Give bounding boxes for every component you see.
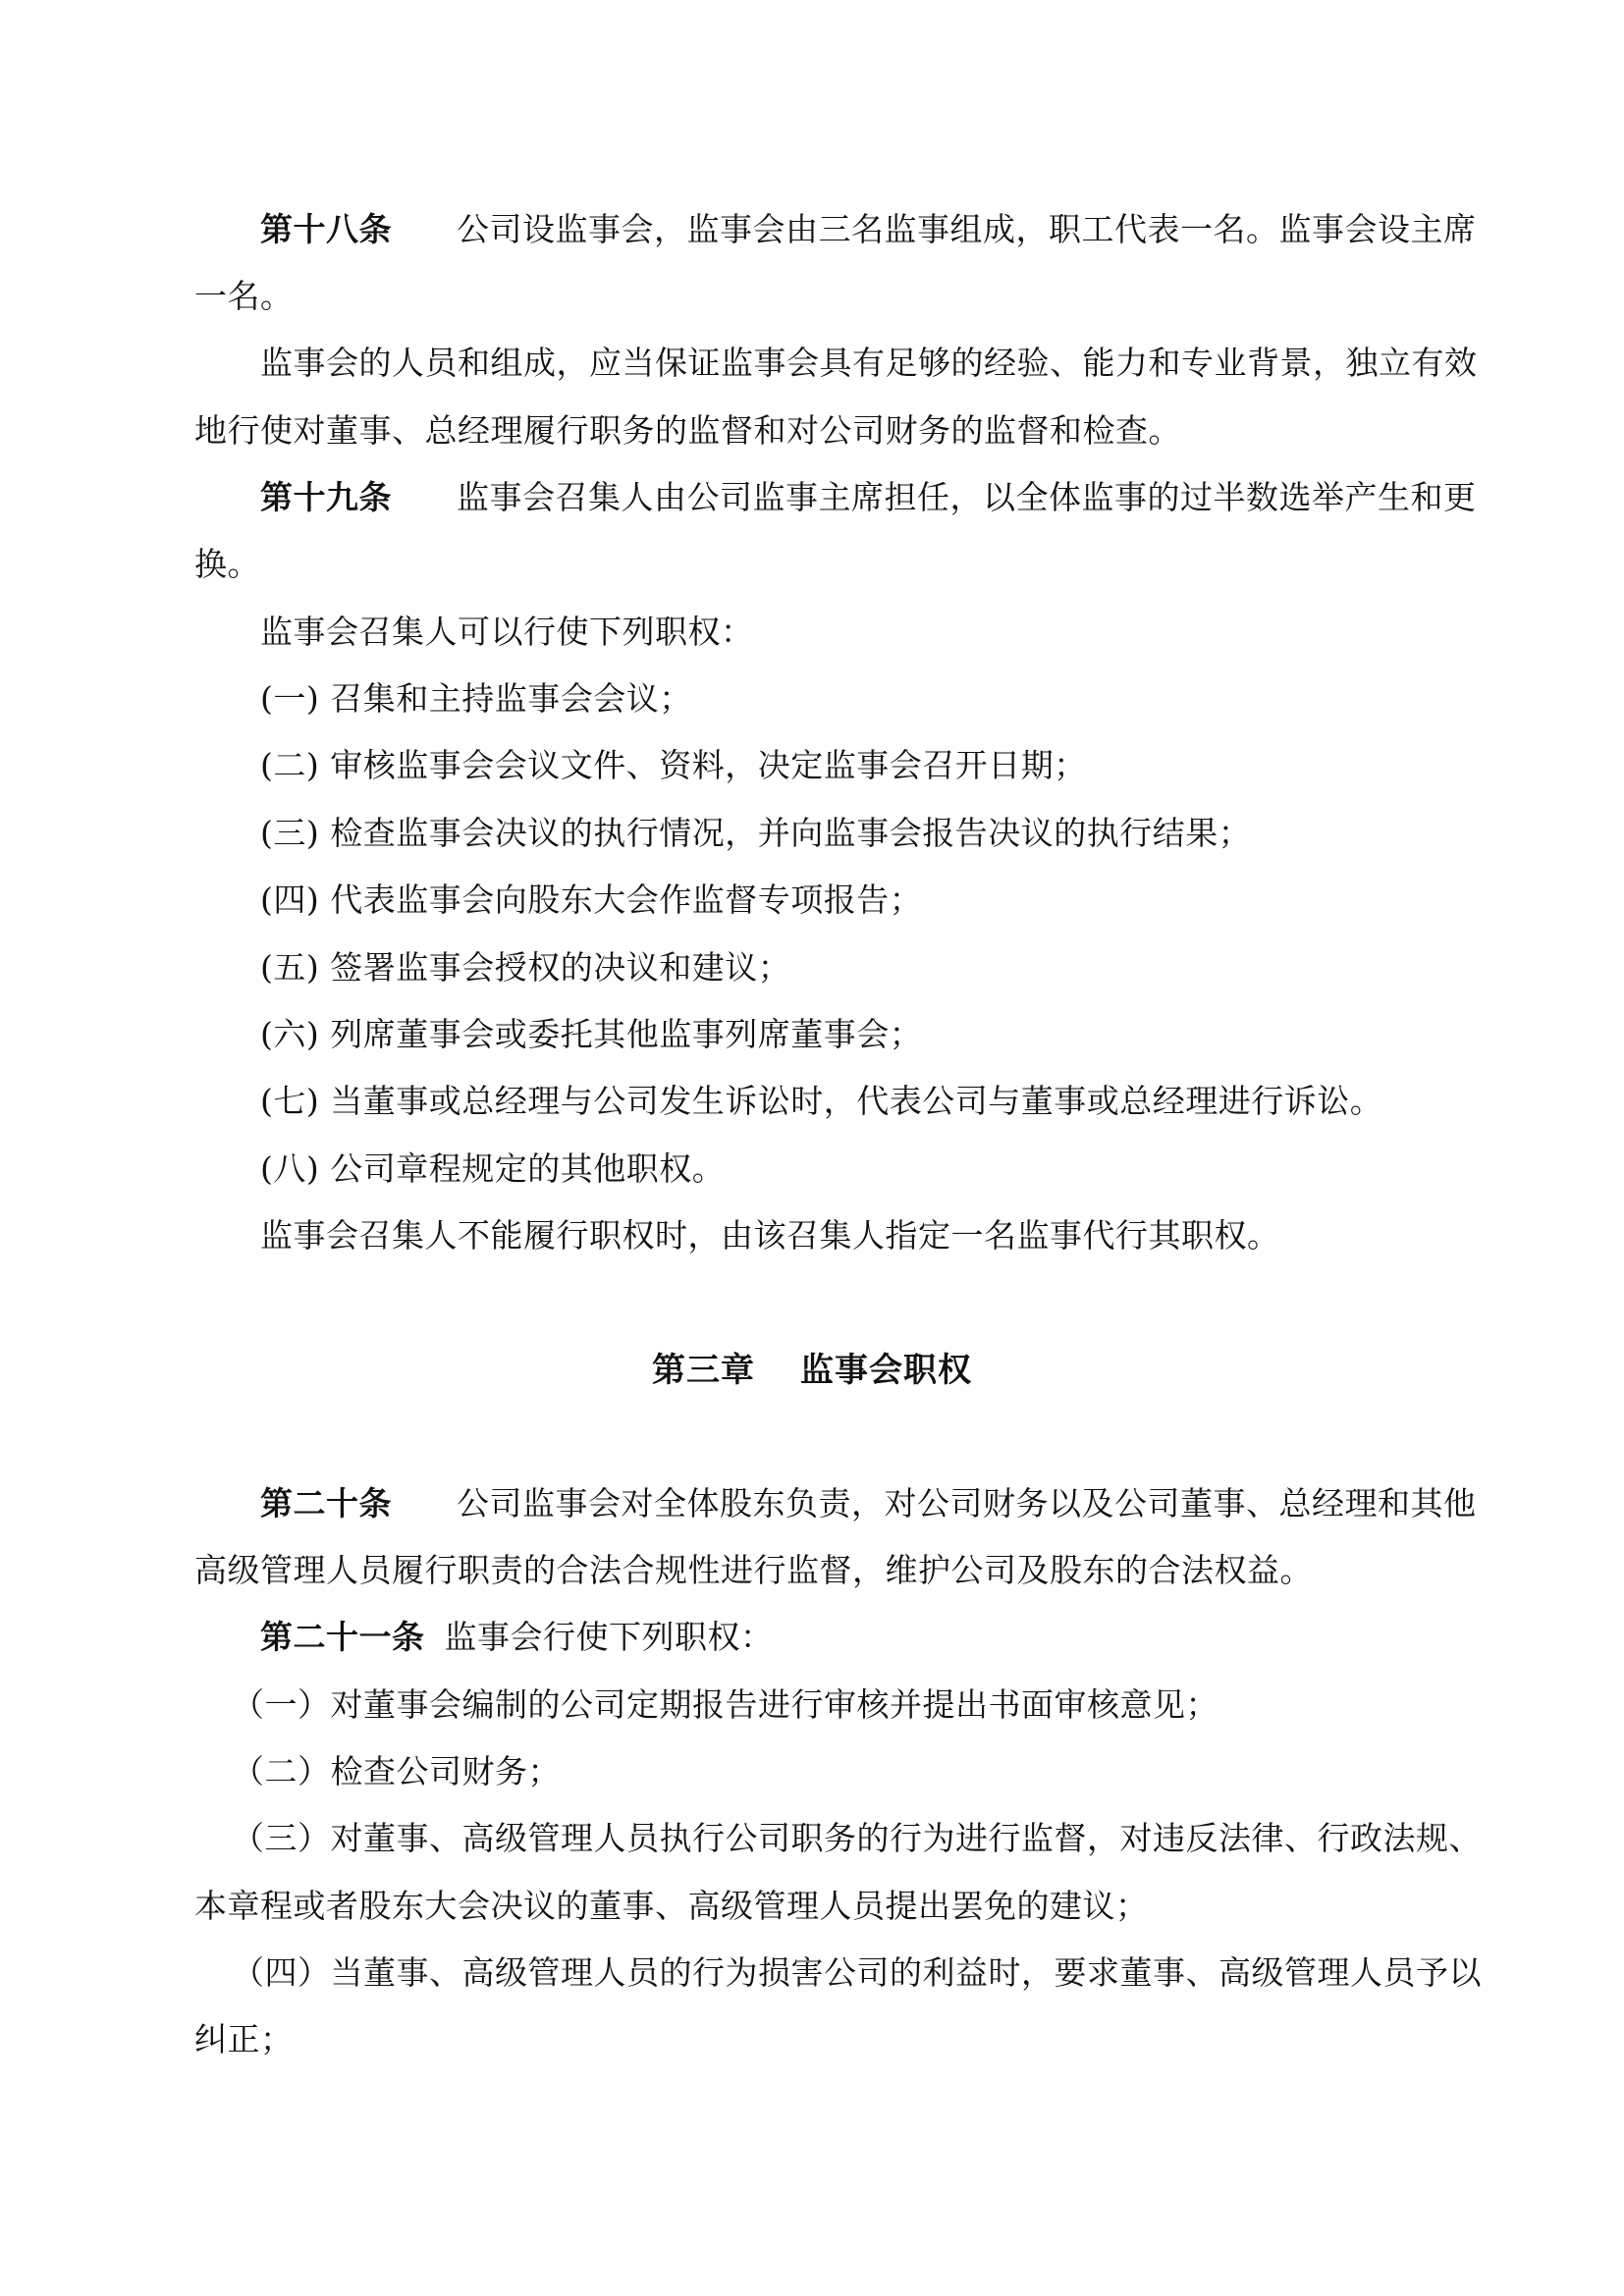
- article-21-line-1: [260, 1618, 774, 1657]
- article-20-line-1: [260, 1484, 1477, 1523]
- article-21-item-1: （一）对董事会编制的公司定期报告进行审核并提出书面审核意见；: [232, 1685, 1218, 1724]
- article-19-item-6: (六) 列席董事会或委托其他监事列席董事会；: [260, 1015, 923, 1053]
- article-20-line-2: 高级管理人员履行职责的合法合规性进行监督，维护公司及股东的合法权益。: [194, 1551, 1313, 1589]
- article-19-item-3: (三) 检查监事会决议的执行情况，并向监事会报告决议的执行结果；: [260, 814, 1252, 852]
- article-19-item-1: (一) 召集和主持监事会会议；: [260, 679, 692, 718]
- article-19-intro: 监事会召集人可以行使下列职权：: [260, 613, 754, 651]
- article-20-label: 第二十条: [260, 1484, 392, 1522]
- article-19-label: 第十九条: [260, 478, 392, 516]
- article-18-para-2-line-2: 地行使对董事、总经理履行职务的监督和对公司财务的监督和检查。: [194, 411, 1181, 450]
- article-19-item-5: (五) 签署监事会授权的决议和建议；: [260, 948, 791, 987]
- article-19-item-8: (八) 公司章程规定的其他职权。: [260, 1149, 726, 1188]
- article-21-intro: 监事会行使下列职权：: [444, 1618, 774, 1656]
- article-18-label: 第十八条: [260, 210, 392, 248]
- article-19-line-1: [260, 478, 1477, 517]
- article-19-line-2: 换。: [194, 545, 260, 583]
- chapter-number: 第三章: [652, 1351, 755, 1390]
- article-19-item-4: (四) 代表监事会向股东大会作监督专项报告；: [260, 881, 923, 919]
- article-19-closing: 监事会召集人不能履行职权时，由该召集人指定一名监事代行其职权。: [260, 1216, 1280, 1255]
- chapter-heading: [0, 1350, 1624, 1391]
- article-21-item-4-line-2: 纠正；: [194, 2020, 294, 2058]
- article-18-text-1: 公司设监事会，监事会由三名监事组成，职工代表一名。监事会设主席: [457, 210, 1477, 248]
- article-21-item-3-line-1: （三）对董事、高级管理人员执行公司职务的行为进行监督，对违反法律、行政法规、: [232, 1819, 1482, 1857]
- article-18-para-2-line-1: 监事会的人员和组成，应当保证监事会具有足够的经验、能力和专业背景，独立有效: [260, 344, 1478, 382]
- chapter-title: 监事会职权: [800, 1351, 972, 1390]
- article-19-item-2: (二) 审核监事会会议文件、资料，决定监事会召开日期；: [260, 746, 1087, 784]
- article-20-text-1: 公司监事会对全体股东负责，对公司财务以及公司董事、总经理和其他: [457, 1484, 1477, 1522]
- article-21-item-3-line-2: 本章程或者股东大会决议的董事、高级管理人员提出罢免的建议；: [194, 1887, 1149, 1925]
- article-21-item-4-line-1: （四）当董事、高级管理人员的行为损害公司的利益时，要求董事、高级管理人员予以: [232, 1953, 1482, 1992]
- article-18-line-2: 一名。: [194, 277, 294, 315]
- article-18-line-1: [260, 210, 1477, 249]
- article-21-label: 第二十一条: [260, 1618, 425, 1656]
- article-19-item-7: (七) 当董事或总经理与公司发生诉讼时，代表公司与董事或总经理进行诉讼。: [260, 1082, 1383, 1120]
- article-19-text-1: 监事会召集人由公司监事主席担任，以全体监事的过半数选举产生和更: [457, 478, 1477, 516]
- article-21-item-2: （二）检查公司财务；: [232, 1752, 561, 1790]
